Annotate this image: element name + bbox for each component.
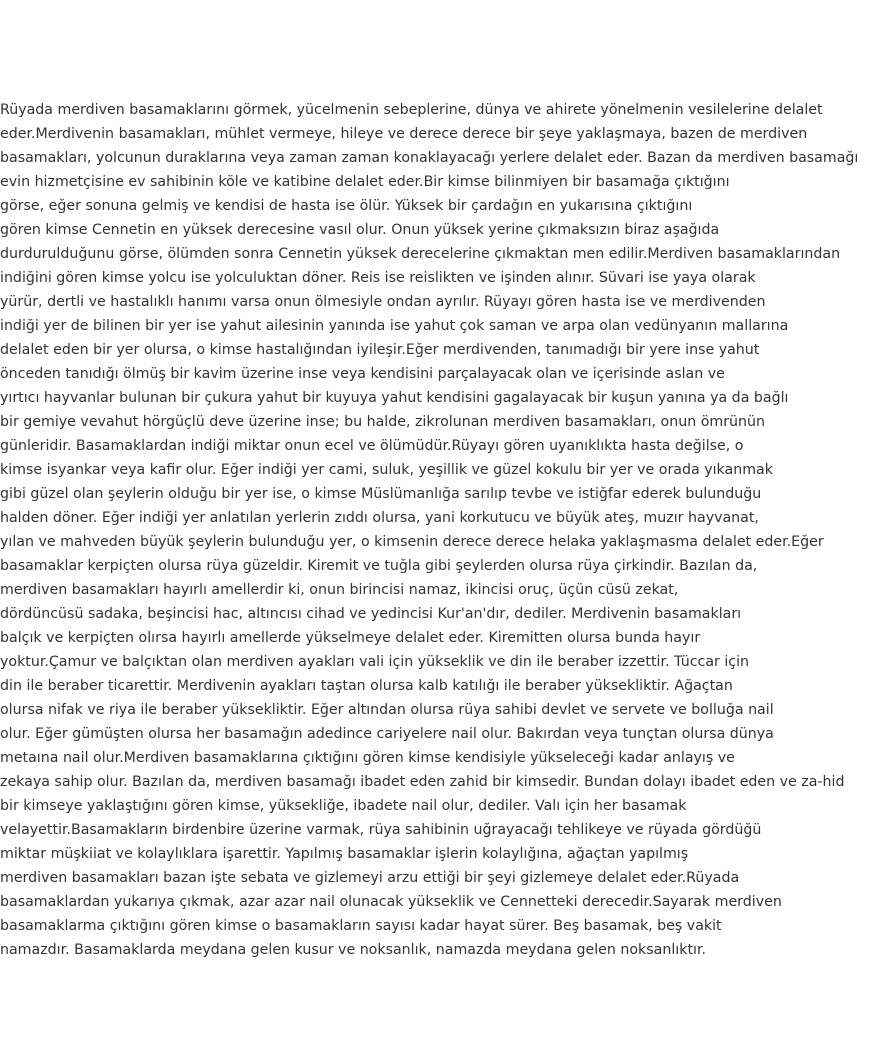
text-line: kimse isyankar veya kafir olur. Eğer indiği yer cami, suluk, yeşillik ve güzel kokulu bir yer ve orada yıkanmak: [0, 462, 773, 478]
text-line: günleridir. Basamaklardan indiği miktar onun ecel ve ölümüdür.Rüyayı gören uyanıklıkta hasta değilse, o: [0, 438, 744, 454]
article-body: [0, 98, 880, 962]
text-line: bir kimseye yaklaştığını gören kimse, yüksekliğe, ibadete nail olur, dediler. Valı için her basamak: [0, 798, 687, 814]
text-line: basamaklar kerpiçten olursa rüya güzeldir. Kiremit ve tuğla gibi şeylerden olursa rüya çirkindir. Bazılan da,: [0, 558, 758, 574]
text-line: halden döner. Eğer indiği yer anlatılan yerlerin zıddı olursa, yani korkutucu ve büyük ateş, muzır hayvanat,: [0, 510, 759, 526]
text-line: bir gemiye vevahut hörgüçlü deve üzerine inse; bu halde, zikrolunan merdiven basamakları, onun ömrünün: [0, 414, 766, 430]
text-line: merdiven basamakları bazan işte sebata ve gizlemeyi arzu ettiği bir şeyi gizlemeye delalet eder.Rüyada: [0, 870, 740, 886]
text-line: balçık ve kerpiçten olırsa hayırlı amellerde yükselmeye delalet eder. Kiremitten olursa bunda hayır: [0, 630, 701, 646]
text-line: dördüncüsü sadaka, beşincisi hac, altıncısı cihad ve yedincisi Kur'an'dır, dediler. Merdivenin basamakları: [0, 606, 742, 622]
text-line: miktar müşkiiat ve kolaylıklara işarettir. Yapılmış basamaklar işlerin kolaylığına, ağaçtan yapılmış: [0, 846, 689, 862]
text-line: zekaya sahip olur. Bazılan da, merdiven basamağı ibadet eden zahid bir kimsedir. Bundan dolayı ibadet eden ve za-hid: [0, 774, 845, 790]
text-line: olursa nifak ve riya ile beraber yüksekliktir. Eğer altından olursa rüya sahibi devlet ve servete ve bolluğa nail: [0, 702, 774, 718]
text-line: eder.Merdivenin basamakları, mühlet vermeye, hileye ve derece derece bir şeye yaklaşmaya, bazen de merdiven: [0, 126, 808, 142]
text-line: gibi güzel olan şeylerin olduğu bir yer ise, o kimse Müslümanlığa sarılıp tevbe ve istiğfar ederek bulunduğu: [0, 486, 762, 502]
text-line: görse, eğer sonuna gelmiş ve kendisi de hasta ise ölür. Yüksek bir çardağın en yukarısına çıktığını: [0, 198, 693, 214]
text-line: metaına nail olur.Merdiven basamaklarına çıktığını gören kimse kendisiyle yükseleceği kadar anlayış ve: [0, 750, 735, 766]
text-line: merdiven basamakları hayırlı amellerdir ki, onun birincisi namaz, ikincisi oruç, üçün cüsü zekat,: [0, 582, 679, 598]
text-line: Rüyada merdiven basamaklarını görmek, yücelmenin sebeplerine, dünya ve ahirete yönelmenin vesilelerine delalet: [0, 102, 823, 118]
text-line: indiği yer de bilinen bir yer ise yahut ailesinin yanında ise yahut çok saman ve arpa olan vedünyanın mallarına: [0, 318, 789, 334]
text-line: gören kimse Cennetin en yüksek derecesine vasıl olur. Onun yüksek yerine çıkmaksızın biraz aşağıda: [0, 222, 720, 238]
text-line: önceden tanıdığı ölmüş bir kavim üzerine inse veya kendisini parçalayacak olan ve içerisinde aslan ve: [0, 366, 725, 382]
text-line: yırtıcı hayvanlar bulunan bir çukura yahut bir kuyuya yahut kendisini gagalayacak bir kuşun yanına ya da bağlı: [0, 390, 789, 406]
text-line: durdurulduğunu görse, ölümden sonra Cennetin yüksek derecelerine çıkmaktan men edilir.Merdiven basamaklarından: [0, 246, 841, 262]
text-line: yılan ve mahveden büyük şeylerin bulunduğu yer, o kimsenin derece derece helaka yaklaşmasma delalet eder.Eğer: [0, 534, 824, 550]
text-line: indiğini gören kimse yolcu ise yolculuktan döner. Reis ise reislikten ve işinden alınır. Süvari ise yaya olarak: [0, 270, 756, 286]
text-line: evin hizmetçisine ev sahibinin köle ve katibine delalet eder.Bir kimse bilinmiyen bir basamağa çıktığını: [0, 174, 730, 190]
text-line: din ile beraber ticarettir. Merdivenin ayakları taştan olursa kalb katılığı ile beraber yüksekliktir. Ağaçtan: [0, 678, 733, 694]
text-line: basamakları, yolcunun duraklarına veya zaman zaman konaklayacağı yerlere delalet eder. Bazan da merdiven basamağı: [0, 150, 859, 166]
text-line: basamaklarma çıktığını gören kimse o basamakların sayısı kadar hayat sürer. Beş basamak, beş vakit: [0, 918, 722, 934]
text-line: velayettir.Basamakların birdenbire üzerine varmak, rüya sahibinin uğrayacağı tehlikeye ve rüyada gördüğü: [0, 822, 762, 838]
text-line: yoktur.Çamur ve balçıktan olan merdiven ayakları vali için yükseklik ve din ile beraber izzettir. Tüccar için: [0, 654, 750, 670]
text-line: namazdır. Basamaklarda meydana gelen kusur ve noksanlık, namazda meydana gelen noksanlıktır.: [0, 942, 706, 958]
text-line: basamaklardan yukarıya çıkmak, azar azar nail olunacak yükseklik ve Cennetteki derecedir.Sayarak merdiven: [0, 894, 782, 910]
text-line: olur. Eğer gümüşten olursa her basamağın adedince cariyelere nail olur. Bakırdan veya tunçtan olursa dünya: [0, 726, 774, 742]
text-line: yürür, dertli ve hastalıklı hanımı varsa onun ölmesiyle ondan ayrılır. Rüyayı gören hasta ise ve merdivenden: [0, 294, 766, 310]
text-line: delalet eden bir yer olursa, o kimse hastalığından iyileşir.Eğer merdivenden, tanımadığı bir yere inse yahut: [0, 342, 760, 358]
